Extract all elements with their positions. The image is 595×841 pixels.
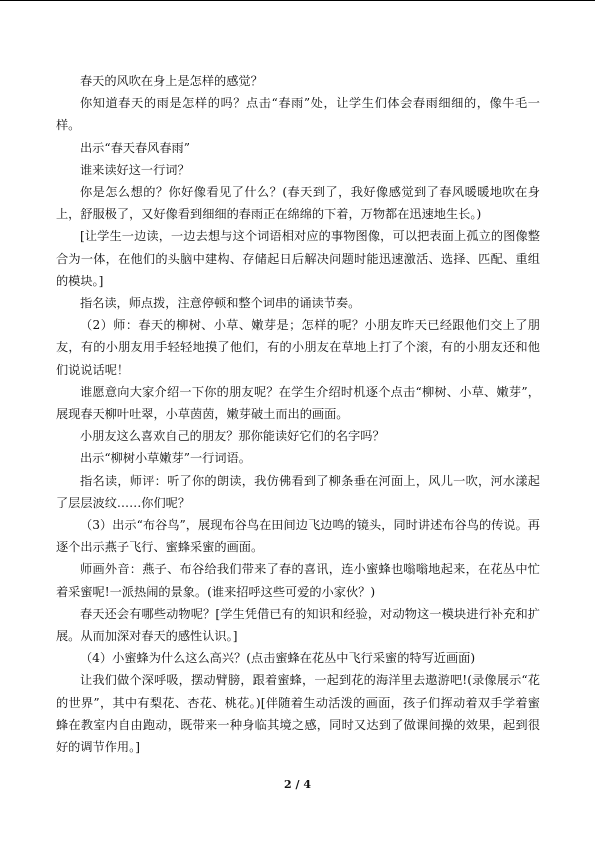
paragraph-10: 小朋友这么喜欢自己的朋友？那你能读好它们的名字吗？: [80, 429, 385, 444]
page-number: 2 / 4: [284, 778, 311, 791]
paragraph-12: 指名读，师评：听了你的朗读，我仿佛看到了柳条垂在河面上，风儿一吹，河水漾起了层层波纹……你们呢？: [56, 473, 540, 510]
paragraph-3: 出示“春天春风春雨”: [80, 140, 190, 155]
paragraph-9: 谁愿意向大家介绍一下你的朋友呢？在学生介绍时机逐个点击“柳树、小草、嫩芽”，展现春天柳叶吐翠，小草茵茵，嫩芽破土而出的画面。: [56, 384, 540, 422]
paragraph-5: 你是怎么想的？你好像看见了什么？(春天到了，我好像感觉到了春风暖暖地吹在身上，舒服极了，又好像看到细细的春雨正在绵绵的下着，万物都在迅速地生长。): [56, 185, 540, 222]
paragraph-7: 指名读，师点拨，注意停顿和整个词串的诵读节奏。: [80, 296, 361, 311]
paragraph-16: （4）小蜜蜂为什么这么高兴？(点击蜜蜂在花丛中飞行采蜜的特写近画面): [80, 651, 476, 666]
paragraph-11: 出示“柳树小草嫩芽”一行词语。: [80, 451, 251, 466]
paragraph-14: 师画外音：燕子、布谷给我们带来了春的喜讯，连小蜜蜂也嗡嗡地起来，在花丛中忙着采蜜呢!一派热闹的景象。(谁来招呼这些可爱的小家伙？): [56, 562, 540, 599]
paragraph-17: 让我们做个深呼吸，摆动臂膀，跟着蜜蜂，一起到花的海洋里去遨游吧!(录像展示“花的世界”，其中有梨花、杏花、桃花。)[伴随着生动活泼的画面，孩子们挥动着双手学着蜜蜂在教室内自由跑动，既带来一种身临其境之感，同时又达到了做课间操的效果，起到很好的调节作用。]: [56, 673, 540, 755]
paragraph-15: 春天还会有哪些动物呢？[学生凭借已有的知识和经验，对动物这一模块进行补充和扩展。从而加深对春天的感性认识。]: [56, 606, 540, 644]
paragraph-4: 谁来读好这一行词？: [80, 162, 190, 177]
paragraph-13: （3）出示“布谷鸟”，展现布谷鸟在田间边飞边鸣的镜头，同时讲述布谷鸟的传说。再逐个出示燕子飞行、蜜蜂采蜜的画面。: [56, 518, 540, 555]
paragraph-1: 春天的风吹在身上是怎样的感觉？: [80, 74, 263, 88]
paragraph-8: （2）师：春天的柳树、小草、嫩芽是；怎样的呢？小朋友昨天已经跟他们交上了朋友，有的小朋友用手轻轻地摸了他们，有的小朋友在草地上打了个滚，有的小朋友还和他们说说话呢！: [56, 318, 540, 377]
paragraph-2: 你知道春天的雨是怎样的吗？点击“春雨”处，让学生们体会春雨细细的，像牛毛一样。: [56, 96, 540, 133]
document-body: [56, 70, 540, 758]
paragraph-6: [让学生一边读，一边去想与这个词语相对应的事物图像，可以把表面上孤立的图像整合为一体，在他们的头脑中建构、存储起日后解决问题时能迅速激活、选择、匹配、重组的模块。]: [56, 229, 540, 288]
page-top-rule: [0, 0, 595, 1]
